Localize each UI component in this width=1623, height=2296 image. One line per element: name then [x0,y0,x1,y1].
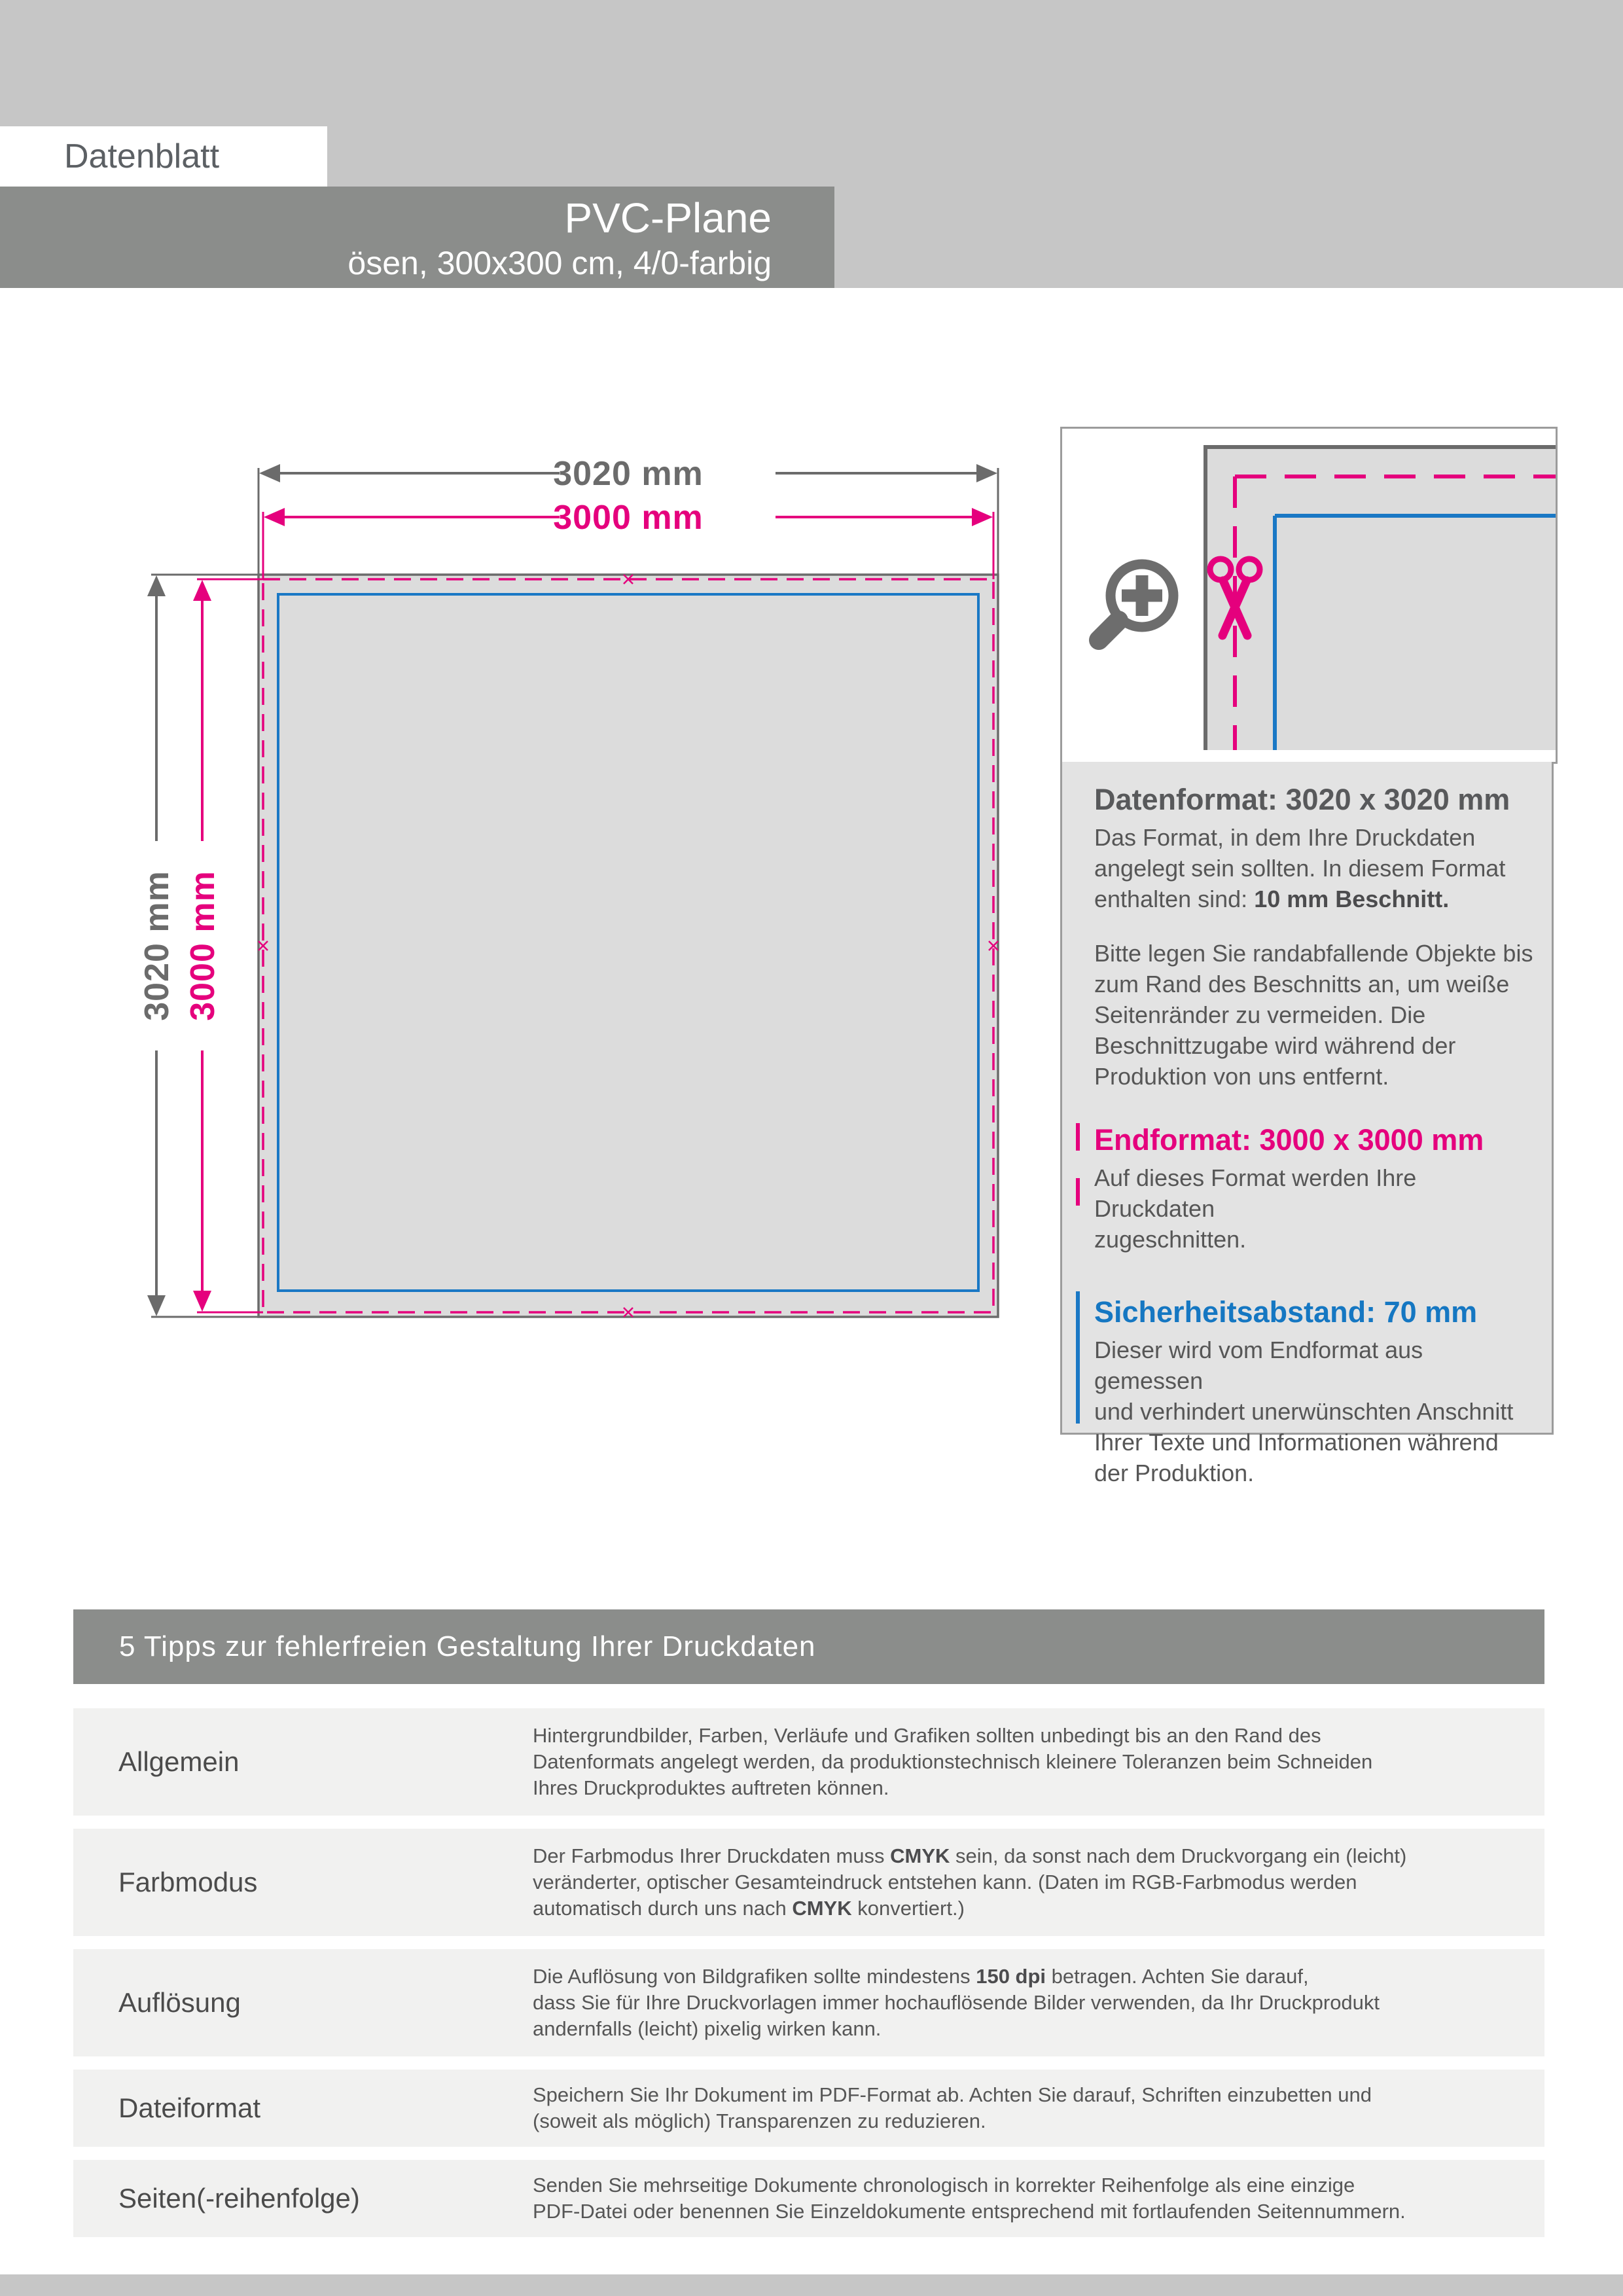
tip-row-dateiformat [73,2070,1544,2147]
product-spec: ösen, 300x300 cm, 4/0-farbig [348,245,772,281]
v-dim-outer-label: 3020 mm [138,870,176,1021]
dataformat-rect [259,575,998,1317]
zoom-detail-diagram [1062,429,1556,762]
endformat-block [1094,1122,1533,1255]
product-title-bar [0,187,834,288]
tip-text: Speichern Sie Ihr Dokument im PDF-Format ab. Achten Sie darauf, Schriften einzubetten und (soweit als möglich) Transparenzen zu reduzieren. [533,2083,1372,2132]
tip-row-farbmodus [73,1829,1544,1936]
endformat-title: Endformat: 3000 x 3000 mm [1094,1123,1484,1157]
tips-section [73,1609,1544,2250]
footer-band [0,2274,1623,2296]
tips-rows [73,1708,1544,2237]
endformat-body: Auf dieses Format werden Ihre Druckdaten zugeschnitten. [1094,1164,1417,1253]
product-name: PVC-Plane [564,194,772,242]
h-dim-final-label: 3000 mm [553,499,704,537]
magnifier-plus-icon [1099,564,1173,640]
safety-body: Dieser wird vom Endformat aus gemessen und verhindert unerwünschten Anschnitt Ihrer Texte und Informationen während der Produktion. [1094,1336,1514,1486]
tip-label: Dateiformat [118,2092,261,2123]
tip-row-aufloesung [73,1949,1544,2056]
format-diagram [39,406,1034,1374]
tip-text: Der Farbmodus Ihrer Druckdaten muss CMYK sein, da sonst nach dem Druckvorgang ein (leicht) veränderter, optischer Gesamteindruck entstehen kann. (Daten im RGB-Farbmodus werden automatisch durch uns nach CMYK konvertiert.) [533,1844,1407,1920]
tips-header-bar: 5 Tipps zur fehlerfreien Gestaltung Ihrer Druckdaten [73,1609,1544,1684]
tip-text: Senden Sie mehrseitige Dokumente chronologisch in korrekter Reihenfolge als eine einzige PDF-Datei oder benennen Sie Einzeldokumente entsprechend mit fortlaufenden Seitennummern. [533,2174,1406,2223]
dataformat-body2: Bitte legen Sie randabfallende Objekte bis zum Rand des Beschnitts an, um weiße Seitenränder zu vermeiden. Die Beschnittzugabe wird während der Produktion von uns entfernt. [1094,940,1533,1090]
tip-text: Die Auflösung von Bildgrafiken sollte mindestens 150 dpi betragen. Achten Sie darauf, dass Sie für Ihre Druckvorlagen immer hochauflösende Bilder verwenden, da Ihr Druckprodukt andernfalls (leicht) pixelig wirken kann. [533,1965,1380,2040]
dataformat-body: Das Format, in dem Ihre Druckdaten angelegt sein sollten. In diesem Format enthalten sind: 10 mm Beschnitt. [1094,824,1506,912]
safety-title: Sicherheitsabstand: 70 mm [1094,1295,1478,1329]
tip-label: Allgemein [118,1746,240,1777]
format-info-panel [1060,762,1554,1486]
tip-row-seitenreihenfolge [73,2160,1544,2237]
tip-label: Auflösung [118,1987,241,2018]
mini-fill [1205,447,1556,750]
tip-label: Farbmodus [118,1867,258,1897]
zoom-detail-box [1060,427,1558,764]
tip-row-allgemein [73,1708,1544,1816]
safety-block [1094,1294,1533,1488]
h-dim-outer-label: 3020 mm [553,455,704,493]
dataformat-title: Datenformat: 3020 x 3020 mm [1094,783,1510,816]
sheet-label: Datenblatt [64,137,220,175]
v-dim-final-label: 3000 mm [184,870,222,1021]
tip-text: Hintergrundbilder, Farben, Verläufe und Grafiken sollten unbedingt bis an den Rand des Datenformats angelegt werden, da produktionstechnisch kleinere Toleranzen beim Schneiden Ihres Druckproduktes auftreten können. [533,1724,1373,1799]
sheet-label-box [0,126,327,187]
tip-label: Seiten(-reihenfolge) [118,2183,360,2214]
